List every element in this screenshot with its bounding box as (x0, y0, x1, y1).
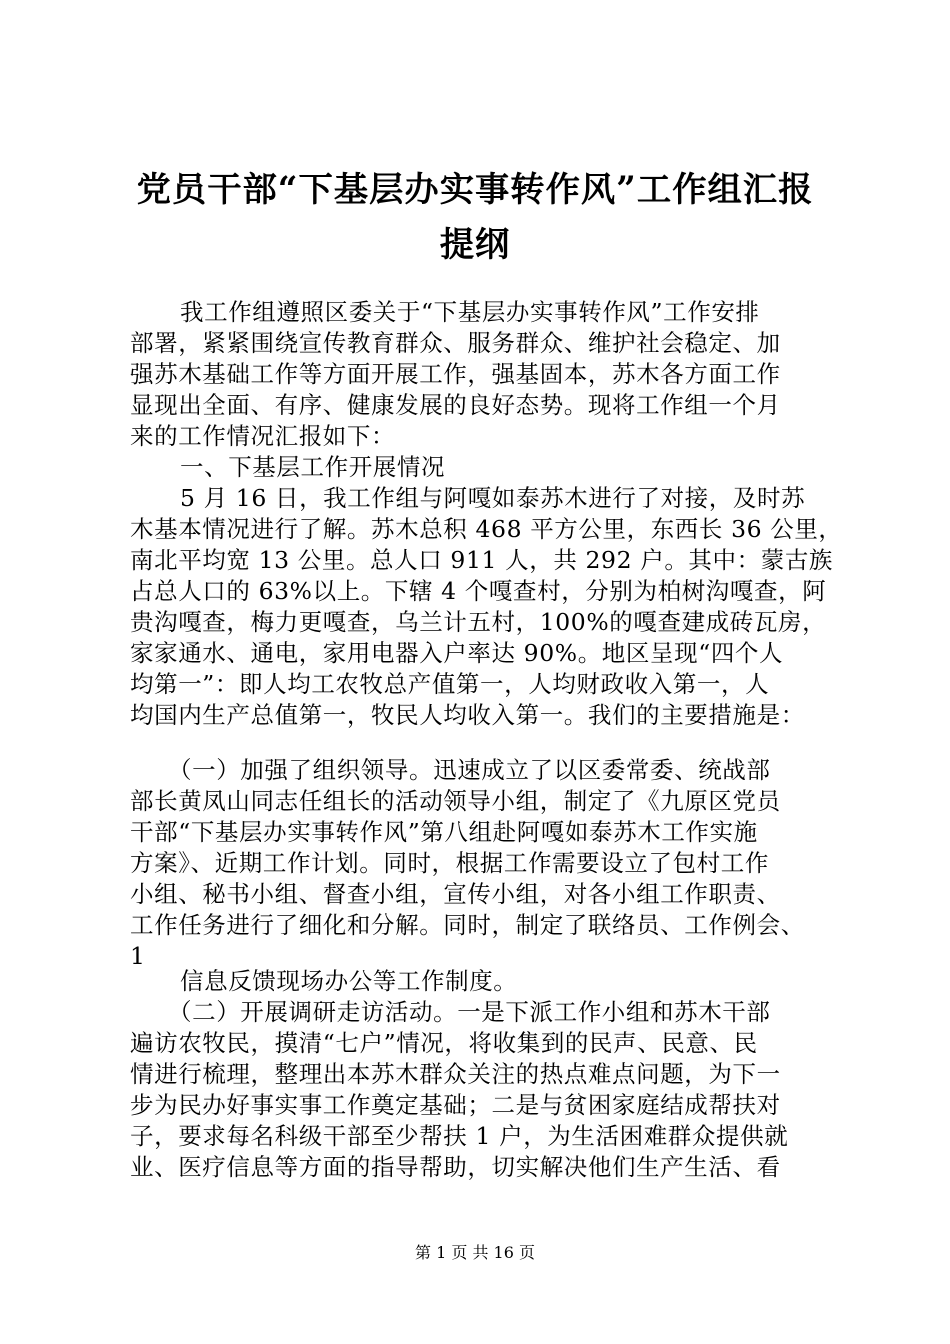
body-line: 业、医疗信息等方面的指导帮助，切实解决他们生产生活、看 (130, 1153, 781, 1181)
body-line: 工作任务进行了细化和分解。同时，制定了联络员、工作例会、 (130, 911, 805, 939)
body-line: （二）开展调研走访活动。一是下派工作小组和苏木干部 (168, 998, 771, 1026)
body-line: 方案》、近期工作计划。同时，根据工作需要设立了包村工作 (130, 849, 769, 877)
body-line: 干部“下基层办实事转作风”第八组赴阿嘎如泰苏木工作实施 (130, 818, 758, 846)
body-line: 木基本情况进行了解。苏木总积 468 平方公里，东西长 36 公里， (130, 515, 843, 543)
body-line: 均第一”：即人均工农牧总产值第一，人均财政收入第一，人 (130, 670, 770, 698)
body-line: （一）加强了组织领导。迅速成立了以区委常委、统战部 (168, 756, 771, 784)
document-title-line-1: 党员干部“下基层办实事转作风”工作组汇报 (136, 170, 814, 210)
page-footer: 第 1 页 共 16 页 (415, 1243, 535, 1262)
body-line: 子，要求每名科级干部至少帮扶 1 户，为生活困难群众提供就 (130, 1122, 789, 1150)
document-title-line-2: 提纲 (439, 225, 511, 265)
body-line: 家家通水、通电，家用电器入户率达 90%。地区呈现“四个人 (130, 639, 784, 667)
body-line: 南北平均宽 13 公里。总人口 911 人，共 292 户。其中：蒙古族 (130, 546, 834, 574)
body-line: 小组、秘书小组、督查小组，宣传小组，对各小组工作职责、 (130, 880, 781, 908)
body-line: 部署，紧紧围绕宣传教育群众、服务群众、维护社会稳定、加 (130, 329, 781, 357)
body-line: 信息反馈现场办公等工作制度。 (180, 967, 518, 995)
body-line: 均国内生产总值第一，牧民人均收入第一。我们的主要措施是： (130, 701, 805, 729)
body-line: 贵沟嘎查，梅力更嘎查，乌兰计五村，100%的嘎查建成砖瓦房， (130, 608, 827, 636)
body-line: 我工作组遵照区委关于“下基层办实事转作风”工作安排 (180, 298, 760, 326)
inline-page-number: 1 (130, 942, 146, 970)
body-line: 遍访农牧民，摸清“七户”情况，将收集到的民声、民意、民 (130, 1029, 758, 1057)
body-line: 占总人口的 63%以上。下辖 4 个嘎查村，分别为柏树沟嘎查，阿 (130, 577, 827, 605)
section-heading: 一、下基层工作开展情况 (180, 453, 446, 481)
body-line: 5 月 16 日，我工作组与阿嘎如泰苏木进行了对接，及时苏 (180, 484, 806, 512)
body-line: 部长黄凤山同志任组长的活动领导小组，制定了《九原区党员 (130, 787, 781, 815)
body-line: 情进行梳理，整理出本苏木群众关注的热点难点问题，为下一 (130, 1060, 781, 1088)
body-line: 强苏木基础工作等方面开展工作，强基固本，苏木各方面工作 (130, 360, 781, 388)
body-line: 显现出全面、有序、健康发展的良好态势。现将工作组一个月 (130, 391, 781, 419)
body-line: 步为民办好事实事工作奠定基础；二是与贫困家庭结成帮扶对 (130, 1091, 781, 1119)
body-line: 来的工作情况汇报如下： (130, 422, 396, 450)
